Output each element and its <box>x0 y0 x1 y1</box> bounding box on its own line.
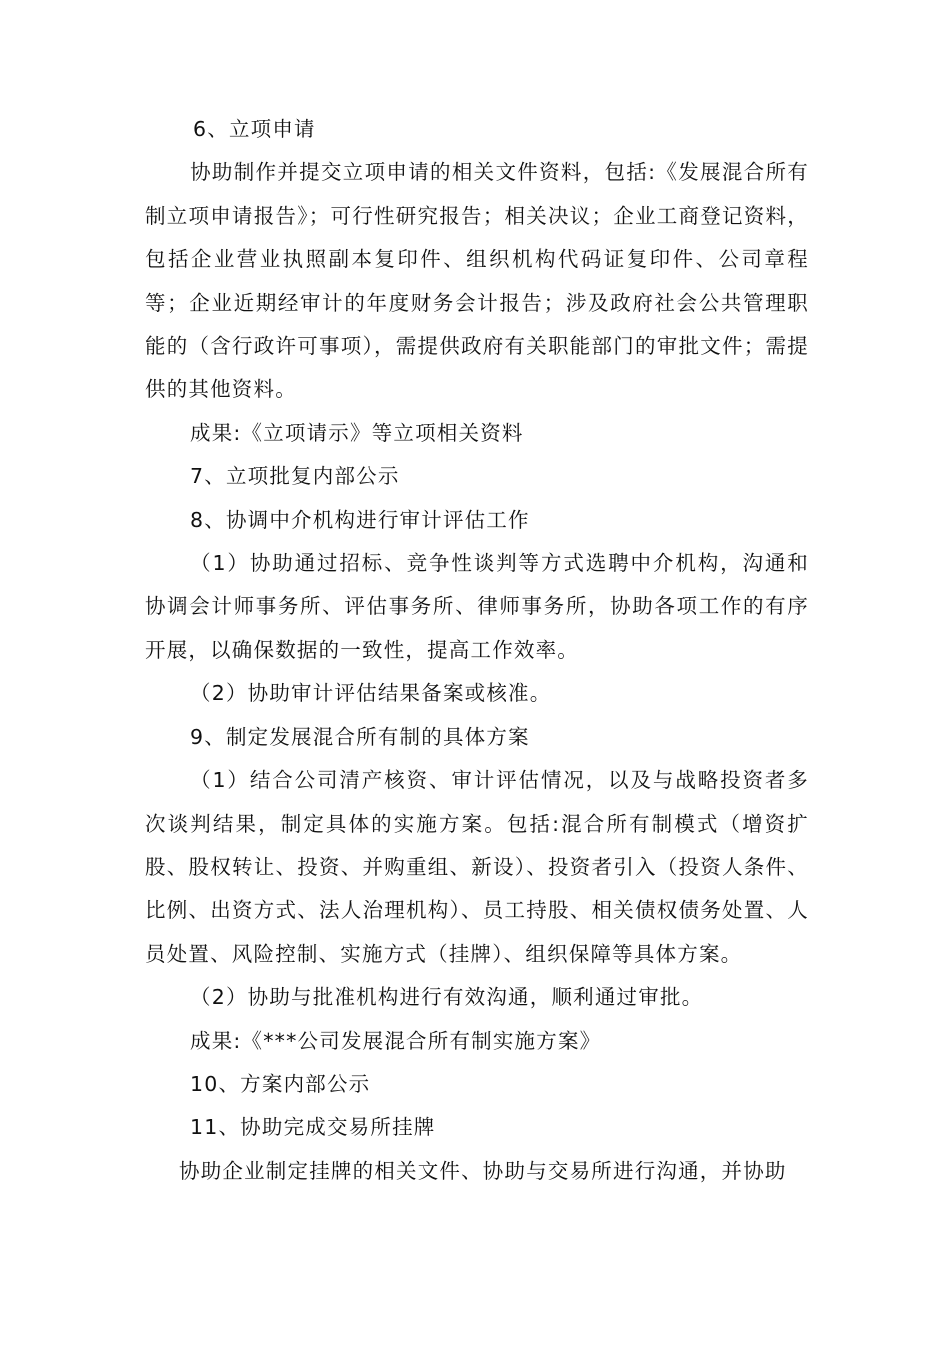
section-9-item-2: （2）协助与批准机构进行有效沟通，顺利通过审批。 <box>190 985 704 1010</box>
section-11-heading: 11、协助完成交易所挂牌 <box>190 1115 436 1140</box>
section-6-heading: 6、立项申请 <box>193 117 316 141</box>
section-9-heading: 9、制定发展混合所有制的具体方案 <box>190 724 530 749</box>
section-9-result: 成果:《***公司发展混合所有制实施方案》 <box>190 1028 602 1053</box>
section-6-body: 协助制作并提交立项申请的相关文件资料，包括:《发展混合所有制立项申请报告》；可行性研究报告；相关决议；企业工商登记资料，包括企业营业执照副本复印件、组织机构代码证复印件、公司章程等；企业近期经审计的年度财务会计报告；涉及政府社会公共管理职能的（含行政许可事项），需提供政府有关职能部门的审批文件；需提供的其他资料。 <box>145 160 809 402</box>
section-10-heading: 10、方案内部公示 <box>190 1071 371 1096</box>
section-8-item-2: （2）协助审计评估结果备案或核准。 <box>190 681 552 706</box>
section-11-body: 协助企业制定挂牌的相关文件、协助与交易所进行沟通，并协助 <box>179 1158 787 1183</box>
section-6-result: 成果:《立项请示》等立项相关资料 <box>190 420 524 445</box>
section-8-item-1: （1）协助通过招标、竞争性谈判等方式选聘中介机构，沟通和协调会计师事务所、评估事务所、律师事务所，协助各项工作的有序开展，以确保数据的一致性，提高工作效率。 <box>145 551 809 662</box>
document-body <box>145 108 809 1193</box>
section-8-heading: 8、协调中介机构进行审计评估工作 <box>190 507 530 532</box>
section-9-item-1: （1）结合公司清产核资、审计评估情况，以及与战略投资者多次谈判结果，制定具体的实施方案。包括:混合所有制模式（增资扩股、股权转让、投资、并购重组、新设）、投资者引入（投资人条件、比例、出资方式、法人治理机构）、员工持股、相关债权债务处置、人员处置、风险控制、实施方式（挂牌）、组织保障等具体方案。 <box>145 768 809 966</box>
section-7-heading: 7、立项批复内部公示 <box>190 464 400 489</box>
